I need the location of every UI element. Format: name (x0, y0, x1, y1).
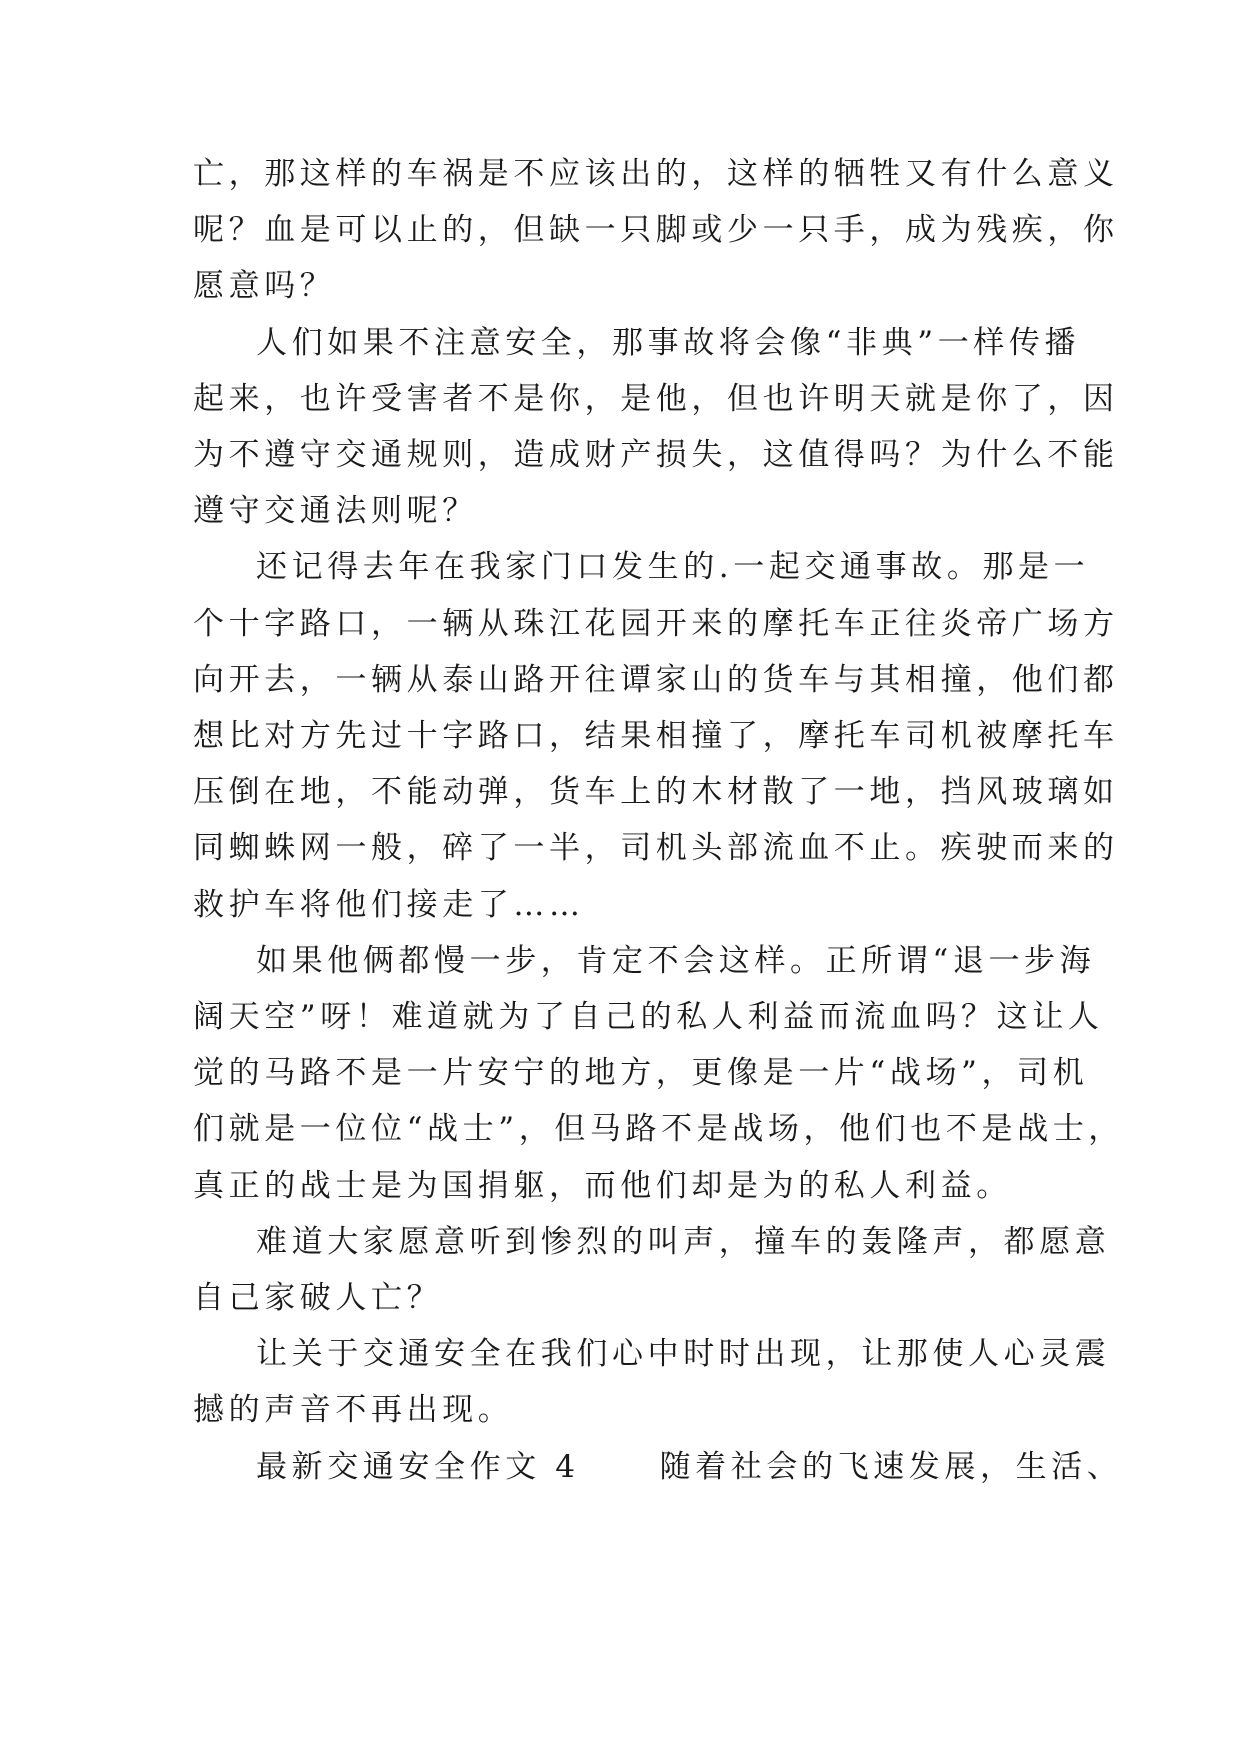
text-line: 们就是一位位“战士”，但马路不是战场，他们也不是战士， (193, 1111, 1124, 1147)
text-line: 同蜘蛛网一般，碎了一半，司机头部流血不止。疾驶而来的 (193, 830, 1119, 866)
paragraph-start-line: 还记得去年在我家门口发生的.一起交通事故。那是一 (256, 549, 1090, 585)
section-heading-line (256, 1437, 1156, 1497)
text-line: 阔天空”呀！难道就为了自己的私人利益而流血吗？这让人 (193, 999, 1104, 1035)
text-line: 救护车将他们接走了…… (193, 887, 585, 923)
text-line: 真正的战士是为国捐躯，而他们却是为的私人利益。 (193, 1168, 1012, 1204)
text-line: 觉的马路不是一片安宁的地方，更像是一片“战场”，司机 (193, 1055, 1089, 1091)
text-line: 为不遵守交通规则，造成财产损失，这值得吗？为什么不能 (193, 437, 1119, 473)
text-line: 遵守交通法则呢？ (193, 493, 478, 529)
paragraph-start-line: 如果他俩都慢一步，肯定不会这样。正所谓“退一步海 (256, 943, 1096, 979)
text-line: 呢？血是可以止的，但缺一只脚或少一只手，成为残疾，你 (193, 212, 1119, 248)
text-line: 起来，也许受害者不是你，是他，但也许明天就是你了，因 (193, 381, 1119, 417)
text-line: 亡，那这样的车祸是不应该出的，这样的牺牲又有什么意义 (193, 156, 1119, 192)
text-line: 压倒在地，不能动弹，货车上的木材散了一地，挡风玻璃如 (193, 774, 1119, 810)
section-heading: 最新交通安全作文 4 (256, 1449, 580, 1485)
paragraph-start-line: 人们如果不注意安全，那事故将会像“非典”一样传播 (256, 325, 1081, 361)
text-line: 撼的声音不再出现。 (193, 1392, 514, 1428)
section-intro-text: 随着社会的飞速发展，生活、 (659, 1449, 1123, 1485)
text-line: 向开去，一辆从泰山路开往谭家山的货车与其相撞，他们都 (193, 662, 1119, 698)
paragraph-start-line: 难道大家愿意听到惨烈的叫声，撞车的轰隆声，都愿意 (256, 1224, 1111, 1260)
text-line: 自己家破人亡？ (193, 1280, 443, 1316)
text-line: 想比对方先过十字路口，结果相撞了，摩托车司机被摩托车 (193, 718, 1119, 754)
text-line: 个十字路口，一辆从珠江花园开来的摩托车正往炎帝广场方 (193, 606, 1119, 642)
text-line: 愿意吗？ (193, 268, 336, 304)
paragraph-start-line: 让关于交通安全在我们心中时时出现，让那使人心灵震 (256, 1336, 1111, 1372)
